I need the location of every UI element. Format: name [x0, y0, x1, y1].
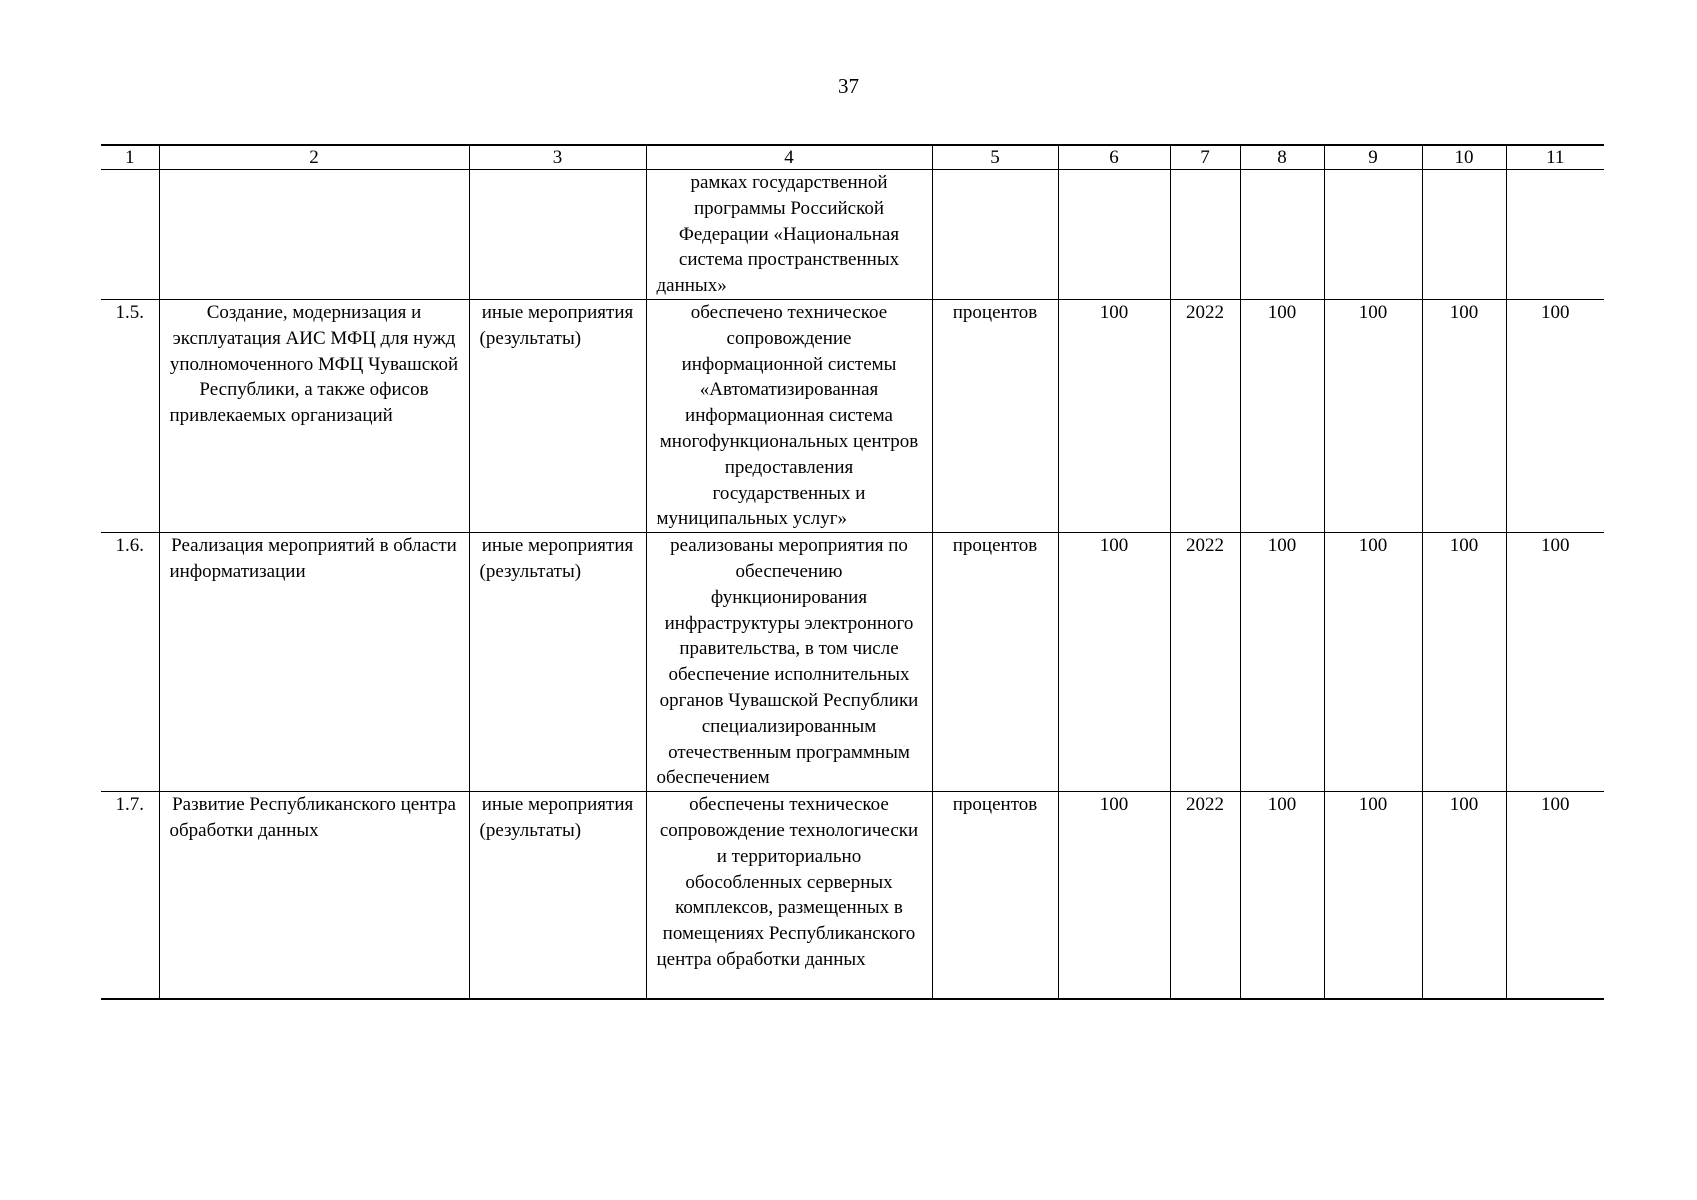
- column-header: 1: [101, 145, 159, 170]
- unit-of-measure: [932, 170, 1058, 300]
- measure-type: [469, 170, 646, 300]
- table-row: [101, 792, 1604, 999]
- table-header-row: [101, 145, 1604, 170]
- value-col-10: 100: [1422, 533, 1506, 792]
- value-col-10: [1422, 170, 1506, 300]
- table-row: [101, 170, 1604, 300]
- column-header: 2: [159, 145, 469, 170]
- value-col-11: 100: [1506, 792, 1604, 999]
- unit-of-measure: процентов: [932, 792, 1058, 999]
- measure-type: иные мероприятия (результаты): [469, 533, 646, 792]
- column-header: 5: [932, 145, 1058, 170]
- base-value: 100: [1058, 299, 1170, 532]
- measure-result: реализованы мероприятия по обеспечению функционирования инфраструктуры электронного правительства, в том числе обеспечение исполнительных органов Чувашской Республики специализированным отечественным программным обеспечением: [646, 533, 932, 792]
- base-year: 2022: [1170, 792, 1240, 999]
- column-header: 10: [1422, 145, 1506, 170]
- value-col-8: 100: [1240, 792, 1324, 999]
- value-col-11: 100: [1506, 299, 1604, 532]
- measure-result: обеспечено техническое сопровождение информационной системы «Автоматизированная информационная система многофункциональных центров предоставления государственных и муниципальных услуг»: [646, 299, 932, 532]
- measure-name: Реализация мероприятий в области информатизации: [159, 533, 469, 792]
- measure-result: обеспечены техническое сопровождение технологически и территориально обособленных серверных комплексов, размещенных в помещениях Республиканского центра обработки данных: [646, 792, 932, 999]
- base-year: [1170, 170, 1240, 300]
- value-col-8: 100: [1240, 299, 1324, 532]
- row-number: 1.6.: [101, 533, 159, 792]
- table-row: [101, 299, 1604, 532]
- measure-type: иные мероприятия (результаты): [469, 792, 646, 999]
- column-header: 11: [1506, 145, 1604, 170]
- unit-of-measure: процентов: [932, 299, 1058, 532]
- value-col-10: 100: [1422, 299, 1506, 532]
- column-header: 7: [1170, 145, 1240, 170]
- value-col-9: 100: [1324, 533, 1422, 792]
- value-col-9: 100: [1324, 792, 1422, 999]
- indicators-table: [101, 144, 1604, 1000]
- value-col-9: [1324, 170, 1422, 300]
- base-year: 2022: [1170, 299, 1240, 532]
- page-number: 37: [838, 74, 859, 98]
- column-header: 8: [1240, 145, 1324, 170]
- row-number: 1.7.: [101, 792, 159, 999]
- value-col-11: 100: [1506, 533, 1604, 792]
- value-col-10: 100: [1422, 792, 1506, 999]
- column-header: 9: [1324, 145, 1422, 170]
- measure-name: Развитие Республиканского центра обработки данных: [159, 792, 469, 999]
- base-value: [1058, 170, 1170, 300]
- table-row: [101, 533, 1604, 792]
- column-header: 3: [469, 145, 646, 170]
- column-header: 6: [1058, 145, 1170, 170]
- measure-name: [159, 170, 469, 300]
- column-header: 4: [646, 145, 932, 170]
- value-col-11: [1506, 170, 1604, 300]
- unit-of-measure: процентов: [932, 533, 1058, 792]
- base-value: 100: [1058, 533, 1170, 792]
- base-value: 100: [1058, 792, 1170, 999]
- value-col-8: 100: [1240, 533, 1324, 792]
- base-year: 2022: [1170, 533, 1240, 792]
- measure-type: иные мероприятия (результаты): [469, 299, 646, 532]
- measure-name: Создание, модернизация и эксплуатация АИС МФЦ для нужд уполномоченного МФЦ Чувашской Республики, а также офисов привлекаемых организаций: [159, 299, 469, 532]
- row-number: [101, 170, 159, 300]
- value-col-9: 100: [1324, 299, 1422, 532]
- value-col-8: [1240, 170, 1324, 300]
- row-number: 1.5.: [101, 299, 159, 532]
- measure-result: рамках государственной программы Российской Федерации «Национальная система пространственных данных»: [646, 170, 932, 300]
